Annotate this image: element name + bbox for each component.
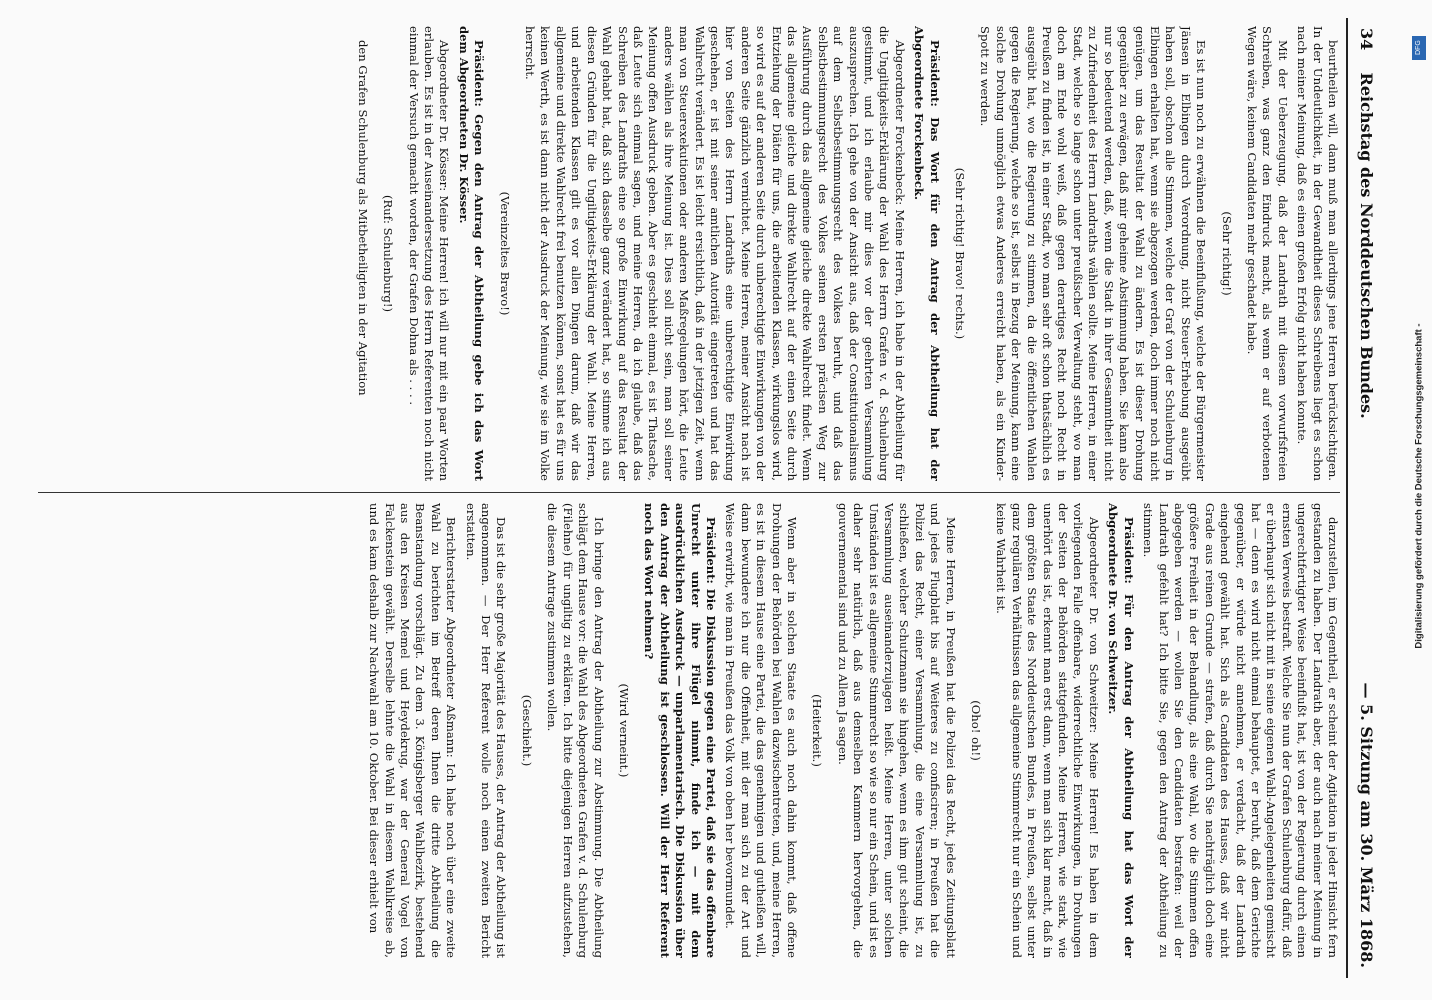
side-note-text: Digitalisierung gefördert durch die Deutsche Forschungsgemeinschaft - bbox=[1413, 323, 1425, 649]
right-column bbox=[38, 503, 1340, 958]
interjection: (Vereinzeltes Bravo!) bbox=[497, 191, 512, 316]
paragraph: Abgeordneter Dr. von Schweitzer: Meine Herren! Es haben in dem vorliegenden Falle offenbare, widerrechtliche Einwirkungen, in Drohungen der Seiten der Behörden stattgefunden. Meine Herren, wie stark, wie unerhört das ist, erkennt man erst dann, wenn man sich klar macht, daß in dem größten Staate des Norddeutschen Bundes, in Preußen, selbst unter ganz regulären Verhältnissen das allgemeine Stimmrecht nur ein Schein und keine Wahrheit ist. bbox=[994, 503, 1101, 958]
interjection: (Sehr richtig!) bbox=[1219, 211, 1234, 296]
dfg-logo: DFG bbox=[1412, 36, 1426, 60]
speaker-paragraph: Präsident: Das Wort für den Antrag der Abtheilung hat der Abgeordnete Forckenbeck. bbox=[912, 26, 942, 481]
paragraph: Abgeordneter Forckenbeck: Meine Herren, ich habe in der Abtheilung für die Ungiltigkeits-Erklärung der Wahl des Herrn Grafen v. d. Schulenburg gestimmt, und ich erlaube mir dies vor der geehrten Versammlung auszusprechen. Ich gehe von der Ansicht aus, daß der Constitutionalismus auf dem Selbstbestimmungsrecht des Volkes beruht, und daß das Selbstbestimmungsrecht des Volkes seinen ersten präcisen Weg zur Ausführung durch das allgemeine gleiche direkte Wahlrecht findet. Wenn das allgemeine gleiche und direkte Wahlrecht auf der einen Seite durch Entziehung der Diäten für uns, die arbeitenden Klassen, wirkungslos wird, so wird es auf der anderen Seite durch unberechtigte Einwirkungen von der anderen Seite gänzlich vernichtet. Meine Herren, meiner Ansicht nach ist hier von Seiten des Herrn Landraths eine unberechtigte Einwirkung geschehen, er ist mit seiner amtlichen Autorität eingetreten und hat das Wahlrecht verändert. Es ist leicht ersichtlich, daß in der jetzigen Zeit, wenn man von Steuerexekutionen oder anderen Maßregelungen hört, die Leute anders wählen als ihre Meinung ist. Dies soll nicht sein, man soll seiner Meinung offen Ausdruck geben. Aber es geschieht einmal, es ist Thatsache, daß Leute sich einmal sagen, und meine Herren, da ich glaube, daß das Schreiben des Landraths eine so große Einwirkung auf das Resultat der Wahl gehabt hat, daß sich dasselbe ganz verändert hat, so stimme ich aus diesen Gründen für die Ungiltigkeits-Erklärung der Wahl. Meine Herren, und arbeitenden Klassen gilt es vor allen Dingen darum, daß wir das allgemeine und direkte Wahlrecht frei benutzen können, sonst hat es für uns keinen Werth, es ist dann nicht der Ausdruck der Meinung, wie sie im Volke herrscht. bbox=[523, 26, 907, 481]
interjection: (Geschieht.) bbox=[519, 694, 534, 767]
speaker-paragraph: Präsident: Gegen den Antrag der Abtheilung gebe ich das Wort dem Abgeordneten Dr. Kösser. bbox=[456, 26, 487, 481]
page-header bbox=[1346, 18, 1382, 978]
left-column bbox=[38, 26, 1340, 481]
paragraph: darzustellen, im Gegentheil, er scheint der Agitation in jeder Hinsicht fern gestanden zu haben. Der Landrath aber, der auch nach meiner Meinung in ungerechtfertigter Weise beeinflußt hat, ist von der Regierung durch einen ernsten Verweis bestraft. Welche Sie nun der Grafen Schulenburg dafür, daß er überhaupt sich nicht mit in seine eigenen Wahl-Angelegenheiten gemischt hat — denn es wird nicht einmal behauptet, er beruht, daß dem Gerichte gegenüber, er würde nicht annehmen, er verdacht, daß der Landrath eingehend gewählt hat. Sich als Candidaten des Hauses, daß wir nicht Grade aus reinen Grunde — strafen, daß durch Sie nachträglich doch eine größere Freiheit in der Behandlung, als eine Wahl, wo die Stimmen offen abgegeben werden — wollen Sie den Candidaten bestrafen: weil der Landrath gefehlt hat? Ich bitte Sie, gegen den Antrag der Abtheilung zu stimmen. bbox=[1141, 503, 1340, 958]
right-title: — 5. Sitzung am 30. März 1868. bbox=[1357, 682, 1376, 968]
paragraph: Mit der Ueberzeugung, daß der Landrath mit diesem vorwurfsfreien Schreiben, was ganz den Eindruck macht, als wenn er auf verbotenen Wegen wäre, keinem Candidaten mehr geschadet habe. bbox=[1244, 26, 1290, 481]
paragraph: Das ist die sehr große Majorität des Hauses, der Antrag der Abtheilung ist angenommen. — Der Herr Referent wolle noch einen zweiten Bericht erstatten. bbox=[463, 503, 509, 958]
paragraph: Abgeordneter Dr. Kösser: Meine Herren! ich will nur mit ein paar Worten erlauben. Es ist in der Auseinandersetzung des Herrn Referenten noch nicht einmal der Versuch gemacht worden, der Grafen Dohna als . . . . bbox=[406, 26, 452, 481]
interjection: (Sehr richtig! Bravo! rechts.) bbox=[953, 167, 968, 340]
interjection: (Wird verneint.) bbox=[616, 683, 631, 778]
paragraph: den Grafen Schulenburg als Mitbetheiligten in der Agitation bbox=[355, 40, 370, 396]
header-left bbox=[1357, 28, 1376, 419]
paragraph: Ich bringe den Antrag der Abtheilung zur Abstimmung. Die Abtheilung schlägt dem Hause vor: die Wahl des Abgeordneten Grafen v. d. Schulenburg (Filehne) für ungiltig zu erklären. Ich bitte diejenigen Herren aufzustehen, die diesem Antrage zustimmen wollen. bbox=[545, 503, 606, 958]
dfg-side-note bbox=[1412, 36, 1426, 936]
page bbox=[28, 18, 1390, 978]
left-title: Reichstag des Norddeutschen Bundes. bbox=[1357, 72, 1376, 419]
column-divider bbox=[38, 492, 1340, 493]
paragraph: Es ist nun noch zu erwähnen die Beeinflußung, welche der Bürgermeister Jänsen in Elbingen durch Verordnung, nicht Steuer-Erhebung ausgeübt haben soll, obschon alle Stimmen, welche der Graf von der Schulenburg in Elbingen erhalten hat, wenn sie abgezogen werden, doch immer noch nicht genügen, um das Resultat der Wahl zu ändern. Es ist dieser Drohung gegenüber zu erwägen, daß mir geheime Abstimmung haben. Sie kann also nur so bedeutend werden, daß, wenn die Stadt in ihrer Gesammtheit nicht zu Zufriedenheit des Herrn Landraths wählen sollte. Meine Herren, in einer Stadt, welche so lange schon unter preußischer Verwaltung steht, wo man doch am Ende wohl weiß, daß gegen derartiges Recht noch Recht in Preußen zu finden ist, in einer Stadt, wo man sehr oft schon thatsächlich es ausgeübt hat, wo die Regierung zu stimmen, da die öffentlichen Wahlen gegen die Regierung, welche so ist, selbst in Bezug der Meinung, kann eine solche Drohung unmöglich etwas Anderes erreicht haben, als ein Kinder-Spott zu werden. bbox=[978, 26, 1209, 481]
paragraph: Berichterstatter Abgeordneter Aßmann: Ich habe noch über eine zweite Wahl zu berichten im Betreff deren Ihnen die dritte Abtheilung die Beanstandung vorschlägt. Zu dem 3. Königsberger Wahlbezirk, bestehend aus den Kreisen Memel und Heydekrug, war der General Vogel von Falckenstein gewählt. Derselbe lehnte die Wahl in diesem Wahlkreise ab, und es kam deshalb zur Nachwahl am 10. Oktober. Bei dieser erhielt von bbox=[367, 503, 459, 958]
paragraph: Wenn aber in solchen Staate es auch noch dahin kommt, daß offene Drohungen der Behörden bei Wahlen dazwischentreten, und, meine Herren, es ist in diesem Hause eine Partei, die das genehmigen und gutheißen will, dann bewundere ich nur die Offenheit, mit der man sich zu der Art und Weise erwirbt, wie man in Preußen das Volk von oben her bevormundet. bbox=[723, 503, 799, 958]
interjection: (Oho! oh!) bbox=[969, 700, 984, 761]
paragraph: beurtheilen will, dann muß man allerdings jene Herren berücksichtigen. In der Undeutlichkeit, in der Gewandtheit dieses Schreibens liegt es schon nach meiner Meinung, daß es einen großen Erfolg nicht haben konnte. bbox=[1295, 26, 1340, 481]
rotated-page bbox=[28, 18, 1390, 978]
interjection: (Ruf: Schulenburg!) bbox=[381, 194, 396, 313]
speaker-paragraph: Präsident: Die Diskussion gegen eine Partei, daß sie das offenbare Unrecht unter ihre Flügel nimmt, finde ich — mit dem ausdrücklichen Ausdruck — unparlamentarisch. Die Diskussion über den Antrag der Abtheilung ist geschlossen. Will der Herr Referent noch das Wort nehmen? bbox=[642, 503, 718, 958]
speaker-paragraph: Präsident: Für den Antrag der Abtheilung hat das Wort der Abgeordnete Dr. von Schweitzer. bbox=[1106, 503, 1136, 958]
interjection: (Heiterkeit.) bbox=[810, 694, 825, 767]
page-number: 34 bbox=[1357, 28, 1376, 51]
paragraph: Meine Herren, in Preußen hat die Polizei das Recht, jedes Zeitungsblatt und jedes Flugblatt bis auf Weiteres zu confisciren; in Preußen hat die Polizei das Recht, einer Versammlung, die eine Versammlung ist, zu schließen, welcher Schutzmann sie hingehen, wenn es ihm gut scheint, die Versammlung auseinanderzujagen heißt. Meine Herren, unter solchen Umständen ist es allgemeine Stimmrecht so wie so nur ein Schein, und ist es daher sehr natürlich, daß aus demselben Kammern hervorgehen, die gouvernemental sind und zu Allem Ja sagen. bbox=[835, 503, 958, 958]
